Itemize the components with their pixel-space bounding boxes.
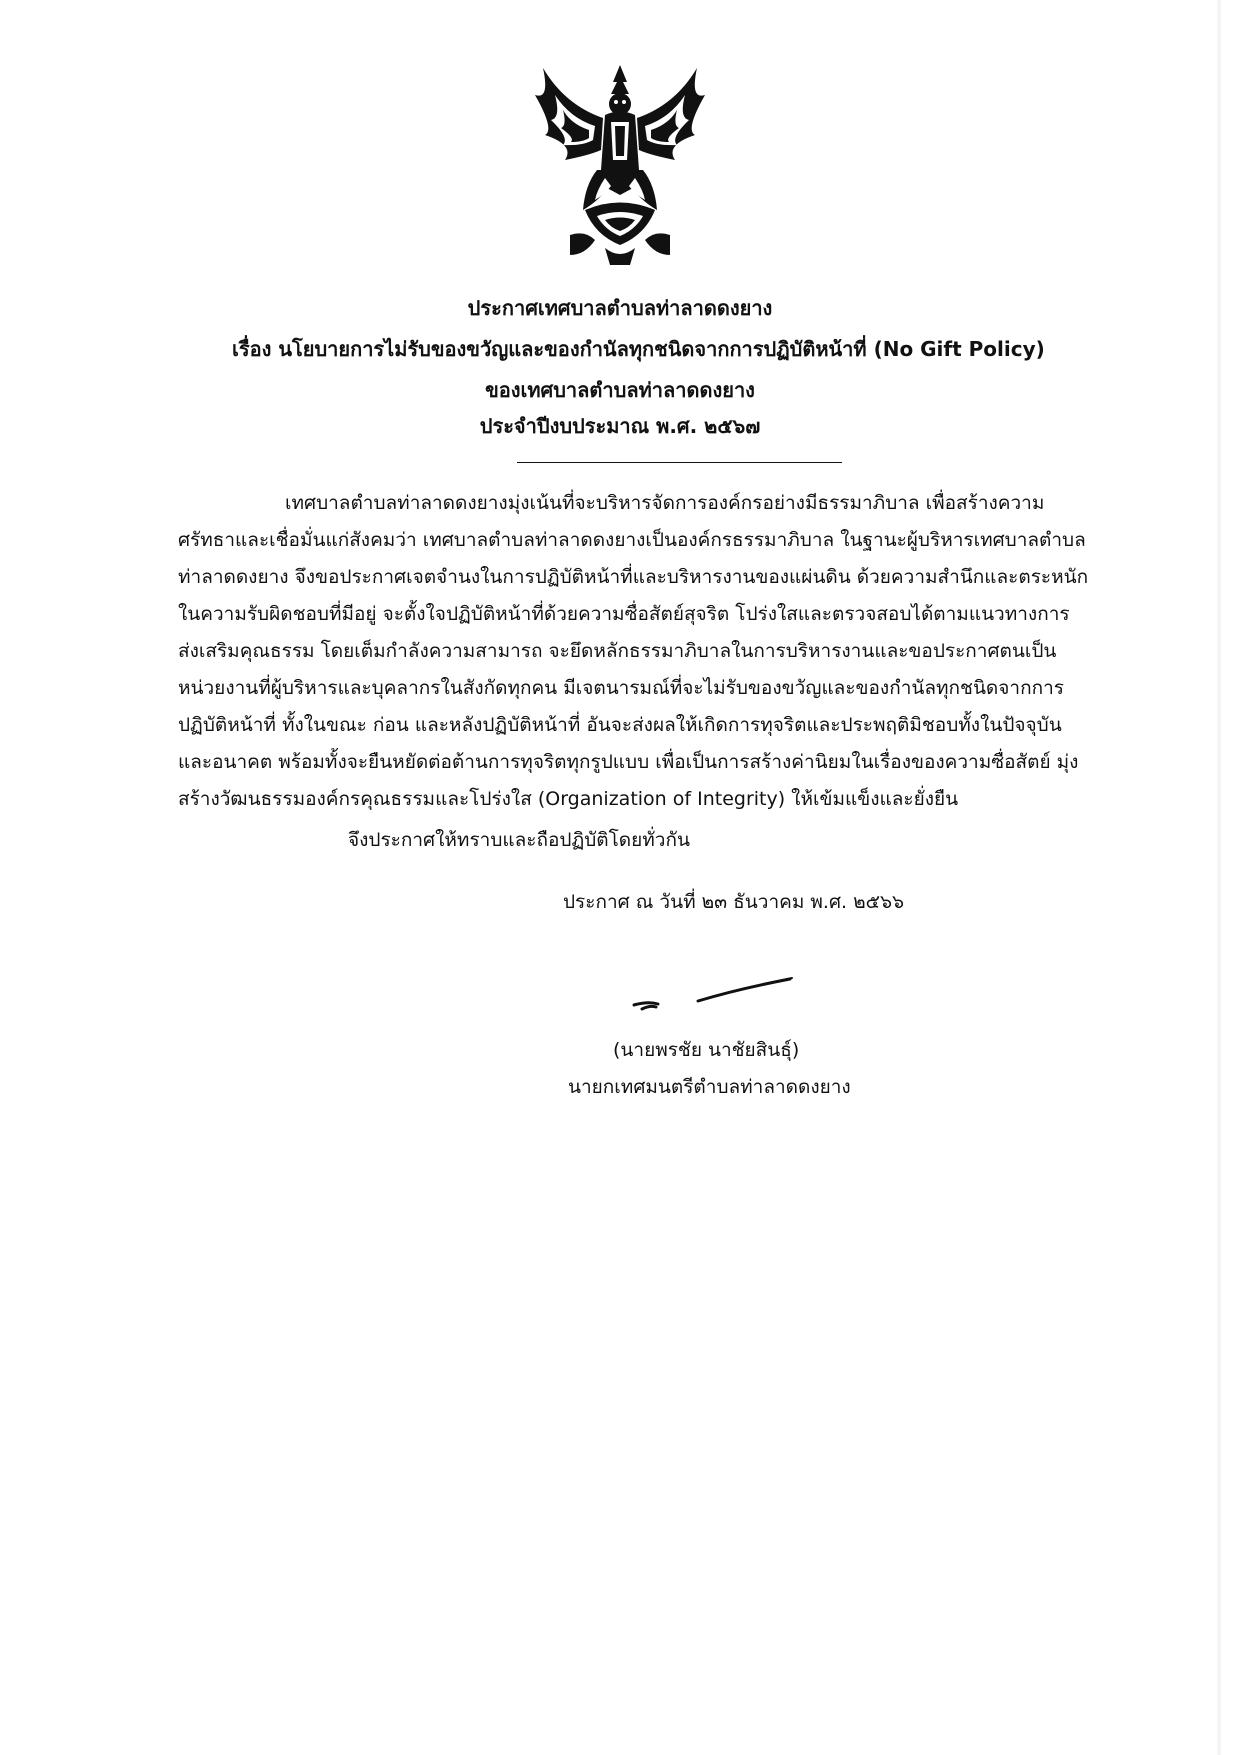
body-line: ส่งเสริมคุณธรรม โดยเต็มกำลังความสามารถ จะยึดหลักธรรมาภิบาลในการบริหารงานและขอประกาศตนเป็น <box>178 640 1057 662</box>
body-line: ศรัทธาและเชื่อมั่นแก่สังคมว่า เทศบาลตำบลท่าลาดดงยางเป็นองค์กรธรรมาภิบาล ในฐานะผู้บริหารเทศบาลตำบล <box>178 529 1086 551</box>
announcement-title: ประกาศเทศบาลตำบลท่าลาดดงยาง <box>467 296 773 320</box>
closing-statement: จึงประกาศให้ทราบและถือปฏิบัติโดยทั่วกัน <box>348 829 690 851</box>
announcement-date: ประกาศ ณ วันที่ ๒๓ ธันวาคม พ.ศ. ๒๕๖๖ <box>563 891 905 913</box>
body-line: เทศบาลตำบลท่าลาดดงยางมุ่งเน้นที่จะบริหารจัดการองค์กรอย่างมีธรรมาภิบาล เพื่อสร้างความ <box>285 492 1045 514</box>
body-line: ปฏิบัติหน้าที่ ทั้งในขณะ ก่อน และหลังปฏิบัติหน้าที่ อันจะส่งผลให้เกิดการทุจริตและประพฤติมิชอบทั้งในปัจจุบัน <box>178 714 1062 736</box>
body-line: สร้างวัฒนธรรมองค์กรคุณธรรมและโปร่งใส (Organization of Integrity) ให้เข้มแข็งและยั่งยืน <box>178 788 959 810</box>
announcement-subject: เรื่อง นโยบายการไม่รับของขวัญและของกำนัลทุกชนิดจากการปฏิบัติหน้าที่ (No Gift Policy) <box>232 337 1045 361</box>
announcement-organization: ของเทศบาลตำบลท่าลาดดงยาง <box>485 378 755 402</box>
page-edge-shadow <box>1216 0 1222 1755</box>
garuda-emblem-icon <box>525 60 715 270</box>
body-line: ในความรับผิดชอบที่มีอยู่ จะตั้งใจปฏิบัติหน้าที่ด้วยความซื่อสัตย์สุจริต โปร่งใสและตรวจสอบได้ตามแนวทางการ <box>178 603 1070 625</box>
title-divider <box>517 462 842 463</box>
signer-position: นายกเทศมนตรีตำบลท่าลาดดงยาง <box>568 1076 851 1098</box>
announcement-fiscal-year: ประจำปีงบประมาณ พ.ศ. ๒๕๖๗ <box>479 414 761 438</box>
handwritten-signature-icon <box>628 975 798 1015</box>
body-line: และอนาคต พร้อมทั้งจะยืนหยัดต่อต้านการทุจริตทุกรูปแบบ เพื่อเป็นการสร้างค่านิยมในเรื่องของความซื่อสัตย์ มุ่ง <box>178 751 1079 773</box>
signer-name: (นายพรชัย นาชัยสินธุ์) <box>613 1039 800 1061</box>
body-line: หน่วยงานที่ผู้บริหารและบุคลากรในสังกัดทุกคน มีเจตนารมณ์ที่จะไม่รับของขวัญและของกำนัลทุกชนิดจากการ <box>178 677 1064 699</box>
body-line: ท่าลาดดงยาง จึงขอประกาศเจตจำนงในการปฏิบัติหน้าที่และบริหารงานของแผ่นดิน ด้วยความสำนึกและตระหนัก <box>178 566 1089 588</box>
